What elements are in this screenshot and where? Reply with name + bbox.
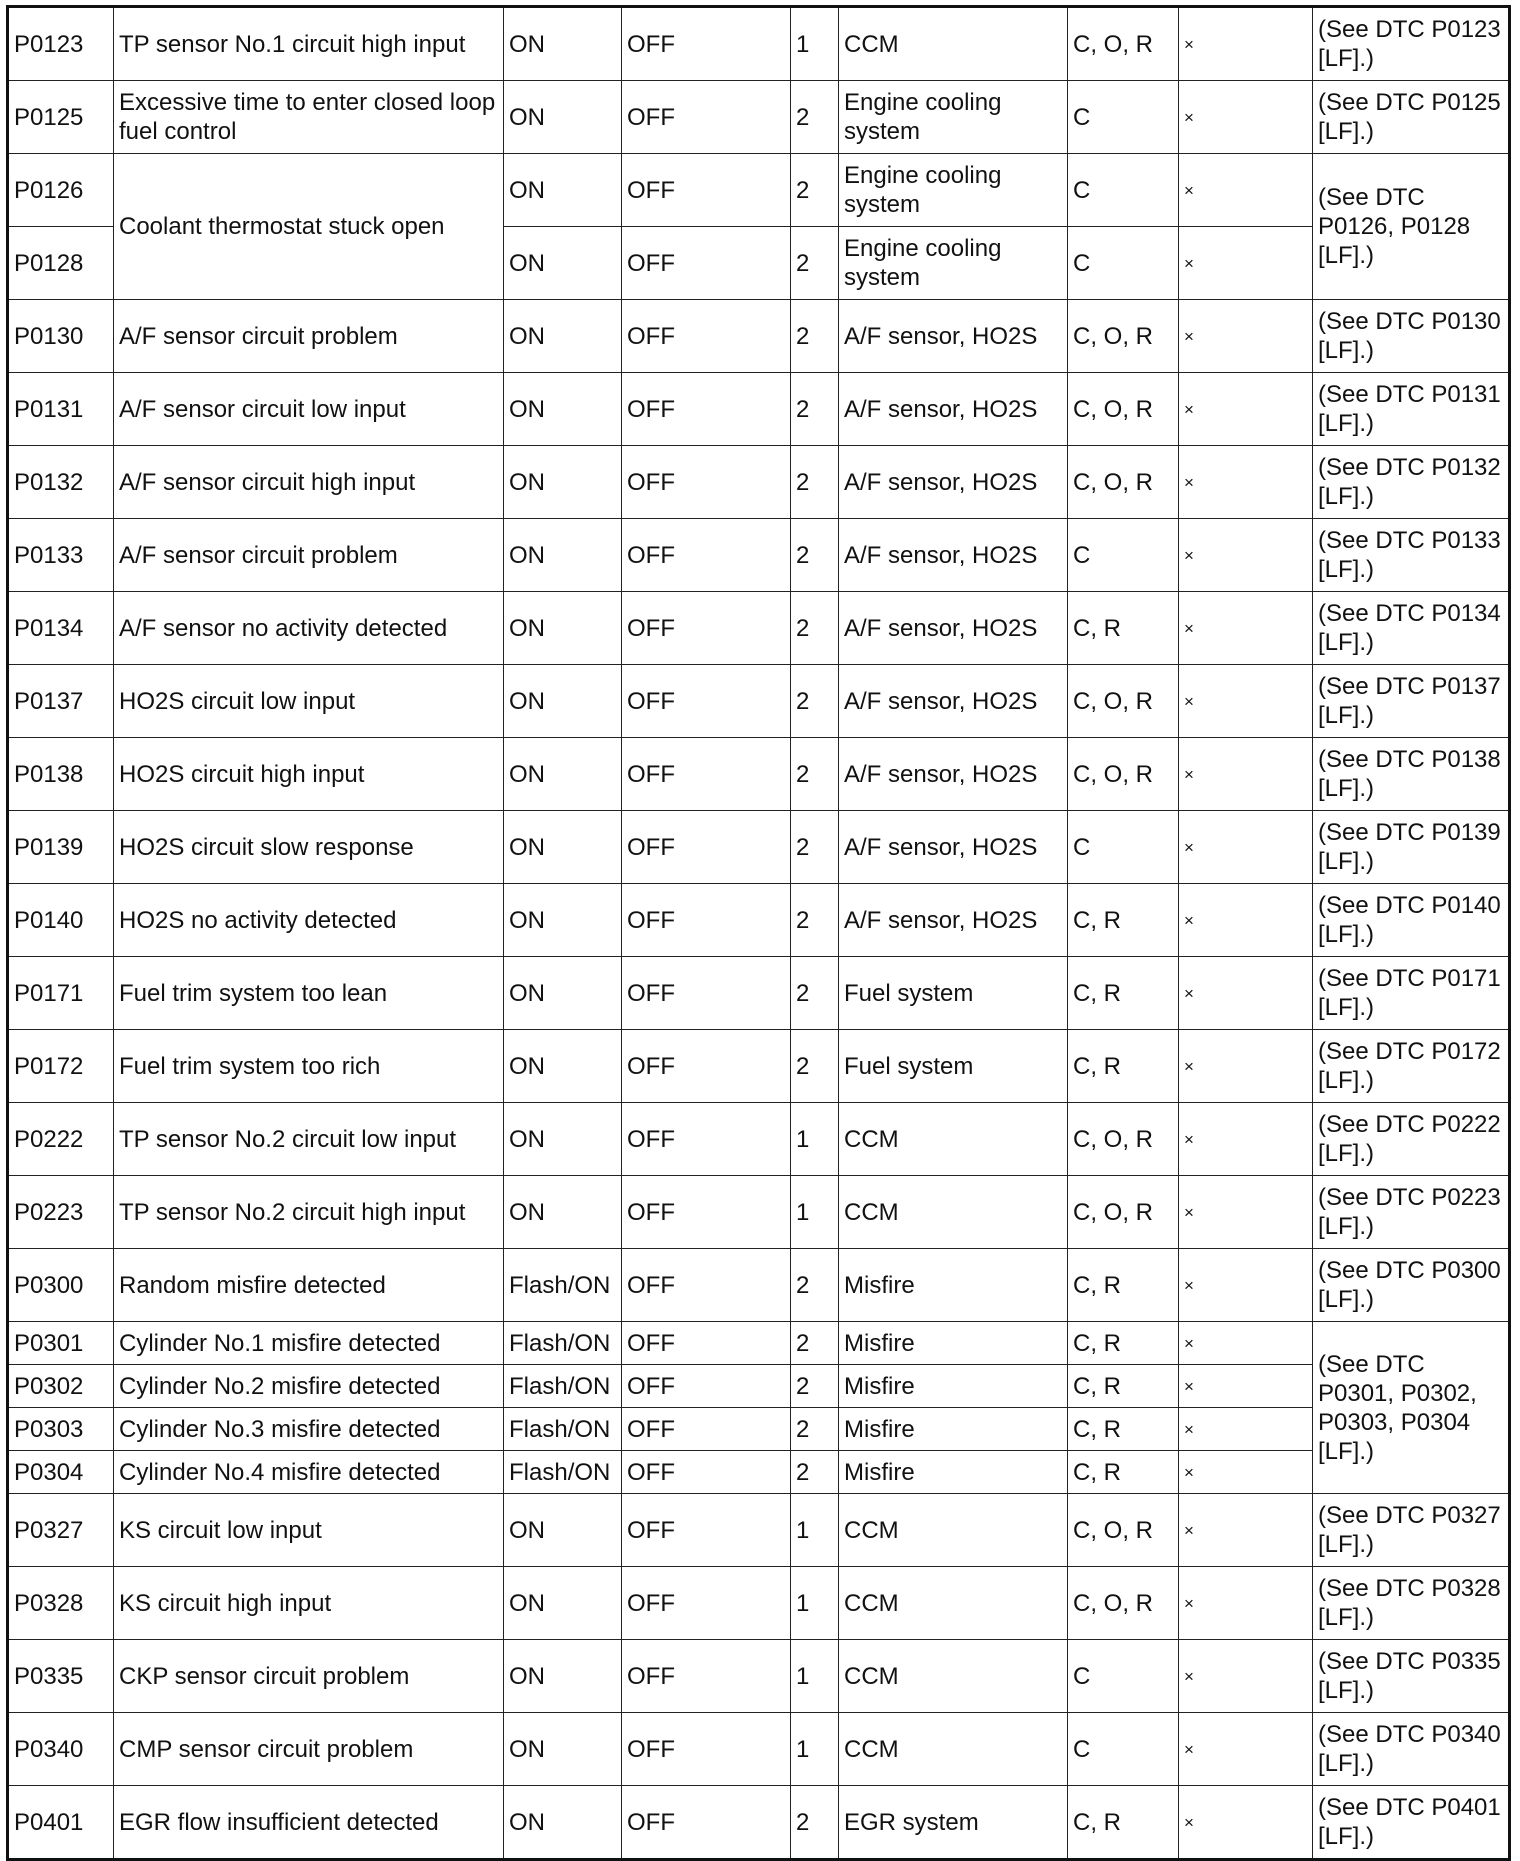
table-row bbox=[8, 1494, 1510, 1567]
condition: HO2S circuit low input bbox=[114, 665, 504, 738]
mil-status: ON bbox=[504, 1567, 622, 1640]
reference-link[interactable]: (See DTC P0140 [LF].) bbox=[1313, 884, 1510, 957]
dtc-type: C bbox=[1068, 811, 1179, 884]
reference-link[interactable]: (See DTC P0126, P0128 [LF].) bbox=[1313, 154, 1510, 300]
memory-status: OFF bbox=[622, 738, 791, 811]
memory-status: OFF bbox=[622, 227, 791, 300]
table-row bbox=[8, 665, 1510, 738]
monitor-item: Engine cooling system bbox=[839, 81, 1068, 154]
dtc-type: C, O, R bbox=[1068, 373, 1179, 446]
drive-cycle: 2 bbox=[791, 373, 839, 446]
memory-status: OFF bbox=[622, 1176, 791, 1249]
condition: Excessive time to enter closed loop fuel control bbox=[114, 81, 504, 154]
monitor-item: CCM bbox=[839, 1176, 1068, 1249]
dtc-code: P0301 bbox=[8, 1322, 114, 1365]
not-applicable-mark: × bbox=[1179, 738, 1313, 811]
condition: HO2S no activity detected bbox=[114, 884, 504, 957]
reference-link[interactable]: (See DTC P0125 [LF].) bbox=[1313, 81, 1510, 154]
dtc-code: P0125 bbox=[8, 81, 114, 154]
condition: A/F sensor circuit high input bbox=[114, 446, 504, 519]
table-row bbox=[8, 1249, 1510, 1322]
table-row bbox=[8, 1713, 1510, 1786]
table-row bbox=[8, 446, 1510, 519]
mil-status: ON bbox=[504, 154, 622, 227]
table-row bbox=[8, 957, 1510, 1030]
dtc-code: P0137 bbox=[8, 665, 114, 738]
not-applicable-mark: × bbox=[1179, 1786, 1313, 1860]
table-row bbox=[8, 592, 1510, 665]
drive-cycle: 1 bbox=[791, 1494, 839, 1567]
monitor-item: Misfire bbox=[839, 1322, 1068, 1365]
mil-status: ON bbox=[504, 1176, 622, 1249]
mil-status: ON bbox=[504, 1103, 622, 1176]
monitor-item: Fuel system bbox=[839, 1030, 1068, 1103]
not-applicable-mark: × bbox=[1179, 665, 1313, 738]
condition: Coolant thermostat stuck open bbox=[114, 154, 504, 300]
dtc-type: C, O, R bbox=[1068, 1176, 1179, 1249]
dtc-type: C, O, R bbox=[1068, 738, 1179, 811]
mil-status: ON bbox=[504, 1030, 622, 1103]
memory-status: OFF bbox=[622, 1786, 791, 1860]
memory-status: OFF bbox=[622, 1365, 791, 1408]
dtc-type: C bbox=[1068, 154, 1179, 227]
condition: KS circuit low input bbox=[114, 1494, 504, 1567]
dtc-code: P0300 bbox=[8, 1249, 114, 1322]
dtc-type: C, R bbox=[1068, 957, 1179, 1030]
mil-status: Flash/ON bbox=[504, 1249, 622, 1322]
mil-status: ON bbox=[504, 811, 622, 884]
dtc-type: C, R bbox=[1068, 1030, 1179, 1103]
mil-status: ON bbox=[504, 957, 622, 1030]
drive-cycle: 2 bbox=[791, 1451, 839, 1494]
dtc-code: P0138 bbox=[8, 738, 114, 811]
memory-status: OFF bbox=[622, 300, 791, 373]
dtc-code: P0304 bbox=[8, 1451, 114, 1494]
table-row bbox=[8, 1640, 1510, 1713]
reference-link[interactable]: (See DTC P0335 [LF].) bbox=[1313, 1640, 1510, 1713]
memory-status: OFF bbox=[622, 1494, 791, 1567]
dtc-type: C bbox=[1068, 1713, 1179, 1786]
not-applicable-mark: × bbox=[1179, 1494, 1313, 1567]
drive-cycle: 2 bbox=[791, 1786, 839, 1860]
dtc-table bbox=[6, 5, 1511, 1861]
dtc-type: C bbox=[1068, 81, 1179, 154]
monitor-item: A/F sensor, HO2S bbox=[839, 738, 1068, 811]
mil-status: ON bbox=[504, 1786, 622, 1860]
dtc-code: P0223 bbox=[8, 1176, 114, 1249]
mil-status: ON bbox=[504, 884, 622, 957]
table-row bbox=[8, 1567, 1510, 1640]
drive-cycle: 2 bbox=[791, 1322, 839, 1365]
drive-cycle: 2 bbox=[791, 154, 839, 227]
not-applicable-mark: × bbox=[1179, 811, 1313, 884]
condition: A/F sensor no activity detected bbox=[114, 592, 504, 665]
not-applicable-mark: × bbox=[1179, 154, 1313, 227]
condition: Cylinder No.1 misfire detected bbox=[114, 1322, 504, 1365]
condition: Fuel trim system too lean bbox=[114, 957, 504, 1030]
mil-status: ON bbox=[504, 227, 622, 300]
drive-cycle: 2 bbox=[791, 1408, 839, 1451]
dtc-table-body bbox=[8, 7, 1510, 1860]
memory-status: OFF bbox=[622, 1408, 791, 1451]
table-row bbox=[8, 154, 1510, 227]
mil-status: ON bbox=[504, 1640, 622, 1713]
monitor-item: Misfire bbox=[839, 1365, 1068, 1408]
mil-status: ON bbox=[504, 1494, 622, 1567]
memory-status: OFF bbox=[622, 154, 791, 227]
mil-status: ON bbox=[504, 519, 622, 592]
not-applicable-mark: × bbox=[1179, 957, 1313, 1030]
monitor-item: A/F sensor, HO2S bbox=[839, 665, 1068, 738]
dtc-type: C, O, R bbox=[1068, 7, 1179, 81]
not-applicable-mark: × bbox=[1179, 1640, 1313, 1713]
memory-status: OFF bbox=[622, 81, 791, 154]
mil-status: Flash/ON bbox=[504, 1408, 622, 1451]
table-row bbox=[8, 1786, 1510, 1860]
monitor-item: EGR system bbox=[839, 1786, 1068, 1860]
dtc-code: P0222 bbox=[8, 1103, 114, 1176]
table-row bbox=[8, 7, 1510, 81]
drive-cycle: 2 bbox=[791, 811, 839, 884]
mil-status: ON bbox=[504, 592, 622, 665]
reference-link[interactable]: (See DTC P0133 [LF].) bbox=[1313, 519, 1510, 592]
dtc-code: P0303 bbox=[8, 1408, 114, 1451]
memory-status: OFF bbox=[622, 7, 791, 81]
table-row bbox=[8, 1322, 1510, 1365]
drive-cycle: 2 bbox=[791, 1030, 839, 1103]
dtc-type: C bbox=[1068, 519, 1179, 592]
not-applicable-mark: × bbox=[1179, 1249, 1313, 1322]
dtc-code: P0340 bbox=[8, 1713, 114, 1786]
drive-cycle: 2 bbox=[791, 519, 839, 592]
memory-status: OFF bbox=[622, 811, 791, 884]
mil-status: ON bbox=[504, 81, 622, 154]
condition: A/F sensor circuit low input bbox=[114, 373, 504, 446]
drive-cycle: 1 bbox=[791, 1176, 839, 1249]
memory-status: OFF bbox=[622, 1451, 791, 1494]
condition: HO2S circuit slow response bbox=[114, 811, 504, 884]
dtc-code: P0133 bbox=[8, 519, 114, 592]
dtc-type: C, R bbox=[1068, 592, 1179, 665]
mil-status: ON bbox=[504, 738, 622, 811]
table-row bbox=[8, 1176, 1510, 1249]
monitor-item: Engine cooling system bbox=[839, 154, 1068, 227]
monitor-item: Misfire bbox=[839, 1408, 1068, 1451]
not-applicable-mark: × bbox=[1179, 1030, 1313, 1103]
dtc-code: P0131 bbox=[8, 373, 114, 446]
memory-status: OFF bbox=[622, 665, 791, 738]
dtc-code: P0172 bbox=[8, 1030, 114, 1103]
memory-status: OFF bbox=[622, 1322, 791, 1365]
table-row bbox=[8, 1408, 1510, 1451]
memory-status: OFF bbox=[622, 957, 791, 1030]
condition: Cylinder No.3 misfire detected bbox=[114, 1408, 504, 1451]
dtc-type: C, R bbox=[1068, 1365, 1179, 1408]
condition: HO2S circuit high input bbox=[114, 738, 504, 811]
drive-cycle: 2 bbox=[791, 592, 839, 665]
dtc-code: P0134 bbox=[8, 592, 114, 665]
mil-status: ON bbox=[504, 300, 622, 373]
dtc-code: P0126 bbox=[8, 154, 114, 227]
dtc-code: P0401 bbox=[8, 1786, 114, 1860]
reference-link[interactable]: (See DTC P0340 [LF].) bbox=[1313, 1713, 1510, 1786]
drive-cycle: 2 bbox=[791, 665, 839, 738]
table-row bbox=[8, 738, 1510, 811]
mil-status: ON bbox=[504, 665, 622, 738]
dtc-code: P0140 bbox=[8, 884, 114, 957]
monitor-item: A/F sensor, HO2S bbox=[839, 592, 1068, 665]
monitor-item: Misfire bbox=[839, 1249, 1068, 1322]
condition: EGR flow insufficient detected bbox=[114, 1786, 504, 1860]
dtc-type: C, O, R bbox=[1068, 665, 1179, 738]
condition: A/F sensor circuit problem bbox=[114, 519, 504, 592]
monitor-item: A/F sensor, HO2S bbox=[839, 300, 1068, 373]
not-applicable-mark: × bbox=[1179, 592, 1313, 665]
condition: A/F sensor circuit problem bbox=[114, 300, 504, 373]
dtc-type: C bbox=[1068, 227, 1179, 300]
not-applicable-mark: × bbox=[1179, 1365, 1313, 1408]
drive-cycle: 1 bbox=[791, 1713, 839, 1786]
monitor-item: CCM bbox=[839, 1640, 1068, 1713]
mil-status: Flash/ON bbox=[504, 1365, 622, 1408]
not-applicable-mark: × bbox=[1179, 884, 1313, 957]
reference-link[interactable]: (See DTC P0138 [LF].) bbox=[1313, 738, 1510, 811]
condition: TP sensor No.2 circuit low input bbox=[114, 1103, 504, 1176]
not-applicable-mark: × bbox=[1179, 7, 1313, 81]
not-applicable-mark: × bbox=[1179, 1451, 1313, 1494]
dtc-type: C bbox=[1068, 1640, 1179, 1713]
not-applicable-mark: × bbox=[1179, 227, 1313, 300]
memory-status: OFF bbox=[622, 884, 791, 957]
drive-cycle: 2 bbox=[791, 884, 839, 957]
table-row bbox=[8, 884, 1510, 957]
condition: KS circuit high input bbox=[114, 1567, 504, 1640]
table-row bbox=[8, 811, 1510, 884]
drive-cycle: 2 bbox=[791, 957, 839, 1030]
dtc-type: C, R bbox=[1068, 1249, 1179, 1322]
drive-cycle: 1 bbox=[791, 1640, 839, 1713]
dtc-code: P0123 bbox=[8, 7, 114, 81]
dtc-code: P0335 bbox=[8, 1640, 114, 1713]
table-row bbox=[8, 373, 1510, 446]
dtc-type: C, R bbox=[1068, 1322, 1179, 1365]
monitor-item: CCM bbox=[839, 1494, 1068, 1567]
not-applicable-mark: × bbox=[1179, 1567, 1313, 1640]
drive-cycle: 2 bbox=[791, 81, 839, 154]
not-applicable-mark: × bbox=[1179, 446, 1313, 519]
condition: CMP sensor circuit problem bbox=[114, 1713, 504, 1786]
table-row bbox=[8, 1451, 1510, 1494]
monitor-item: A/F sensor, HO2S bbox=[839, 811, 1068, 884]
dtc-type: C, O, R bbox=[1068, 1103, 1179, 1176]
memory-status: OFF bbox=[622, 1030, 791, 1103]
monitor-item: CCM bbox=[839, 1713, 1068, 1786]
drive-cycle: 1 bbox=[791, 1103, 839, 1176]
not-applicable-mark: × bbox=[1179, 81, 1313, 154]
memory-status: OFF bbox=[622, 592, 791, 665]
drive-cycle: 2 bbox=[791, 446, 839, 519]
reference-link[interactable]: (See DTC P0172 [LF].) bbox=[1313, 1030, 1510, 1103]
drive-cycle: 2 bbox=[791, 300, 839, 373]
monitor-item: Engine cooling system bbox=[839, 227, 1068, 300]
drive-cycle: 2 bbox=[791, 738, 839, 811]
reference-link[interactable]: (See DTC P0132 [LF].) bbox=[1313, 446, 1510, 519]
reference-link[interactable]: (See DTC P0300 [LF].) bbox=[1313, 1249, 1510, 1322]
memory-status: OFF bbox=[622, 1103, 791, 1176]
mil-status: Flash/ON bbox=[504, 1451, 622, 1494]
dtc-type: C, R bbox=[1068, 884, 1179, 957]
monitor-item: A/F sensor, HO2S bbox=[839, 884, 1068, 957]
drive-cycle: 2 bbox=[791, 1365, 839, 1408]
memory-status: OFF bbox=[622, 1567, 791, 1640]
table-row bbox=[8, 1103, 1510, 1176]
condition: CKP sensor circuit problem bbox=[114, 1640, 504, 1713]
dtc-code: P0327 bbox=[8, 1494, 114, 1567]
mil-status: ON bbox=[504, 446, 622, 519]
not-applicable-mark: × bbox=[1179, 1103, 1313, 1176]
condition: Fuel trim system too rich bbox=[114, 1030, 504, 1103]
memory-status: OFF bbox=[622, 1640, 791, 1713]
dtc-code: P0132 bbox=[8, 446, 114, 519]
dtc-type: C, O, R bbox=[1068, 1567, 1179, 1640]
monitor-item: A/F sensor, HO2S bbox=[839, 373, 1068, 446]
monitor-item: Fuel system bbox=[839, 957, 1068, 1030]
reference-link[interactable]: (See DTC P0327 [LF].) bbox=[1313, 1494, 1510, 1567]
mil-status: Flash/ON bbox=[504, 1322, 622, 1365]
not-applicable-mark: × bbox=[1179, 1713, 1313, 1786]
dtc-code: P0128 bbox=[8, 227, 114, 300]
dtc-type: C, O, R bbox=[1068, 1494, 1179, 1567]
condition: TP sensor No.1 circuit high input bbox=[114, 7, 504, 81]
drive-cycle: 1 bbox=[791, 1567, 839, 1640]
not-applicable-mark: × bbox=[1179, 373, 1313, 446]
dtc-type: C, O, R bbox=[1068, 446, 1179, 519]
table-row bbox=[8, 519, 1510, 592]
condition: TP sensor No.2 circuit high input bbox=[114, 1176, 504, 1249]
table-row bbox=[8, 1030, 1510, 1103]
monitor-item: CCM bbox=[839, 7, 1068, 81]
reference-link[interactable]: (See DTC P0134 [LF].) bbox=[1313, 592, 1510, 665]
memory-status: OFF bbox=[622, 373, 791, 446]
reference-link[interactable]: (See DTC P0137 [LF].) bbox=[1313, 665, 1510, 738]
mil-status: ON bbox=[504, 7, 622, 81]
table-row bbox=[8, 81, 1510, 154]
table-row bbox=[8, 300, 1510, 373]
reference-link[interactable]: (See DTC P0301, P0302, P0303, P0304 [LF].) bbox=[1313, 1322, 1510, 1494]
monitor-item: CCM bbox=[839, 1567, 1068, 1640]
dtc-type: C, R bbox=[1068, 1408, 1179, 1451]
not-applicable-mark: × bbox=[1179, 1408, 1313, 1451]
dtc-type: C, R bbox=[1068, 1786, 1179, 1860]
monitor-item: Misfire bbox=[839, 1451, 1068, 1494]
not-applicable-mark: × bbox=[1179, 1176, 1313, 1249]
mil-status: ON bbox=[504, 373, 622, 446]
dtc-code: P0302 bbox=[8, 1365, 114, 1408]
drive-cycle: 1 bbox=[791, 7, 839, 81]
not-applicable-mark: × bbox=[1179, 1322, 1313, 1365]
condition: Random misfire detected bbox=[114, 1249, 504, 1322]
memory-status: OFF bbox=[622, 1249, 791, 1322]
monitor-item: A/F sensor, HO2S bbox=[839, 446, 1068, 519]
reference-link[interactable]: (See DTC P0401 [LF].) bbox=[1313, 1786, 1510, 1860]
reference-link[interactable]: (See DTC P0223 [LF].) bbox=[1313, 1176, 1510, 1249]
reference-link[interactable]: (See DTC P0222 [LF].) bbox=[1313, 1103, 1510, 1176]
condition: Cylinder No.4 misfire detected bbox=[114, 1451, 504, 1494]
dtc-code: P0328 bbox=[8, 1567, 114, 1640]
memory-status: OFF bbox=[622, 1713, 791, 1786]
table-row bbox=[8, 1365, 1510, 1408]
monitor-item: CCM bbox=[839, 1103, 1068, 1176]
reference-link[interactable]: (See DTC P0130 [LF].) bbox=[1313, 300, 1510, 373]
reference-link[interactable]: (See DTC P0139 [LF].) bbox=[1313, 811, 1510, 884]
not-applicable-mark: × bbox=[1179, 300, 1313, 373]
drive-cycle: 2 bbox=[791, 227, 839, 300]
reference-link[interactable]: (See DTC P0131 [LF].) bbox=[1313, 373, 1510, 446]
memory-status: OFF bbox=[622, 519, 791, 592]
dtc-code: P0171 bbox=[8, 957, 114, 1030]
dtc-type: C, R bbox=[1068, 1451, 1179, 1494]
memory-status: OFF bbox=[622, 446, 791, 519]
drive-cycle: 2 bbox=[791, 1249, 839, 1322]
not-applicable-mark: × bbox=[1179, 519, 1313, 592]
dtc-code: P0130 bbox=[8, 300, 114, 373]
reference-link[interactable]: (See DTC P0328 [LF].) bbox=[1313, 1567, 1510, 1640]
dtc-type: C, O, R bbox=[1068, 300, 1179, 373]
reference-link[interactable]: (See DTC P0171 [LF].) bbox=[1313, 957, 1510, 1030]
reference-link[interactable]: (See DTC P0123 [LF].) bbox=[1313, 7, 1510, 81]
mil-status: ON bbox=[504, 1713, 622, 1786]
condition: Cylinder No.2 misfire detected bbox=[114, 1365, 504, 1408]
monitor-item: A/F sensor, HO2S bbox=[839, 519, 1068, 592]
dtc-code: P0139 bbox=[8, 811, 114, 884]
